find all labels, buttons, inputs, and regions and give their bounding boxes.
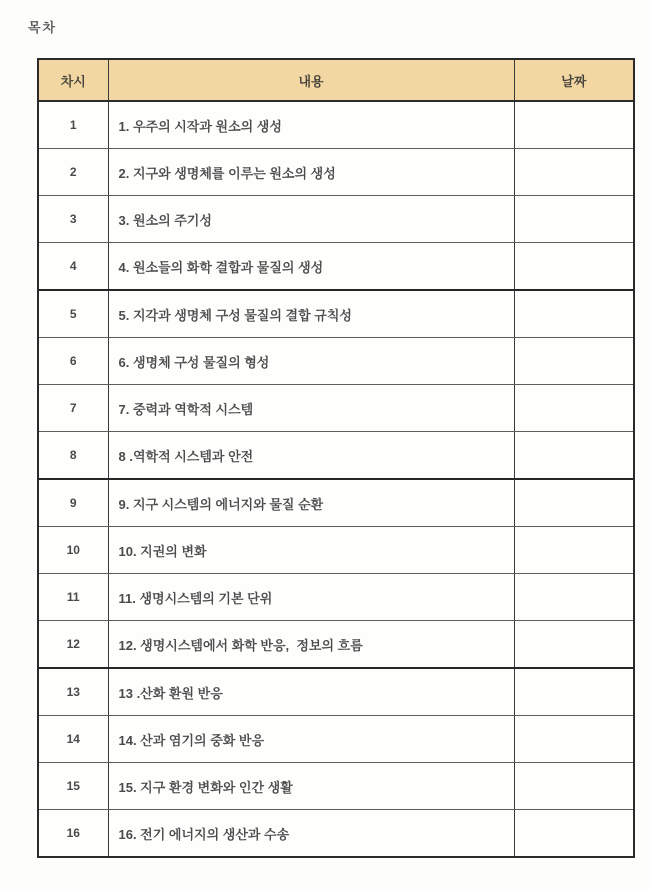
table-row [38, 101, 634, 149]
table-header-row [38, 59, 634, 101]
table-row [38, 716, 634, 763]
content-cell: 15. 지구 환경 변화와 인간 생활 [108, 763, 514, 810]
table-row [38, 385, 634, 432]
session-cell: 14 [38, 716, 108, 763]
col-header-date: 날짜 [514, 59, 634, 101]
session-cell: 10 [38, 527, 108, 574]
date-cell [514, 574, 634, 621]
session-cell: 2 [38, 149, 108, 196]
table-row [38, 479, 634, 527]
table-row [38, 527, 634, 574]
date-cell [514, 338, 634, 385]
content-cell: 5. 지각과 생명체 구성 물질의 결합 규칙성 [108, 290, 514, 338]
date-cell [514, 196, 634, 243]
content-cell: 10. 지권의 변화 [108, 527, 514, 574]
date-cell [514, 243, 634, 291]
session-cell: 3 [38, 196, 108, 243]
content-cell: 13 .산화 환원 반응 [108, 668, 514, 716]
session-cell: 1 [38, 101, 108, 149]
date-cell [514, 290, 634, 338]
table-row [38, 196, 634, 243]
session-cell: 4 [38, 243, 108, 291]
date-cell [514, 432, 634, 480]
session-cell: 16 [38, 810, 108, 858]
content-cell: 8 .역학적 시스템과 안전 [108, 432, 514, 480]
table-row [38, 810, 634, 858]
session-cell: 15 [38, 763, 108, 810]
date-cell [514, 385, 634, 432]
date-cell [514, 527, 634, 574]
date-cell [514, 668, 634, 716]
content-cell: 9. 지구 시스템의 에너지와 물질 순환 [108, 479, 514, 527]
table-row [38, 338, 634, 385]
session-cell: 5 [38, 290, 108, 338]
table-row [38, 763, 634, 810]
session-cell: 12 [38, 621, 108, 669]
content-cell: 4. 원소들의 화학 결합과 물질의 생성 [108, 243, 514, 291]
session-cell: 7 [38, 385, 108, 432]
col-header-content: 내용 [108, 59, 514, 101]
content-cell: 1. 우주의 시작과 원소의 생성 [108, 101, 514, 149]
table-row [38, 243, 634, 291]
session-cell: 9 [38, 479, 108, 527]
content-cell: 12. 생명시스템에서 화학 반응, 정보의 흐름 [108, 621, 514, 669]
page-title: 목차 [28, 20, 58, 35]
table-row [38, 432, 634, 480]
content-cell: 16. 전기 에너지의 생산과 수송 [108, 810, 514, 858]
content-cell: 7. 중력과 역학적 시스템 [108, 385, 514, 432]
table-row [38, 149, 634, 196]
date-cell [514, 149, 634, 196]
session-cell: 11 [38, 574, 108, 621]
session-cell: 8 [38, 432, 108, 480]
date-cell [514, 810, 634, 858]
date-cell [514, 763, 634, 810]
session-cell: 6 [38, 338, 108, 385]
date-cell [514, 716, 634, 763]
session-cell: 13 [38, 668, 108, 716]
content-cell: 6. 생명체 구성 물질의 형성 [108, 338, 514, 385]
date-cell [514, 101, 634, 149]
table-row [38, 290, 634, 338]
date-cell [514, 479, 634, 527]
toc-table [37, 58, 635, 858]
col-header-session: 차시 [38, 59, 108, 101]
table-row [38, 621, 634, 669]
table-row [38, 668, 634, 716]
content-cell: 2. 지구와 생명체를 이루는 원소의 생성 [108, 149, 514, 196]
content-cell: 11. 생명시스템의 기본 단위 [108, 574, 514, 621]
content-cell: 14. 산과 염기의 중화 반응 [108, 716, 514, 763]
content-cell: 3. 원소의 주기성 [108, 196, 514, 243]
table-row [38, 574, 634, 621]
date-cell [514, 621, 634, 669]
